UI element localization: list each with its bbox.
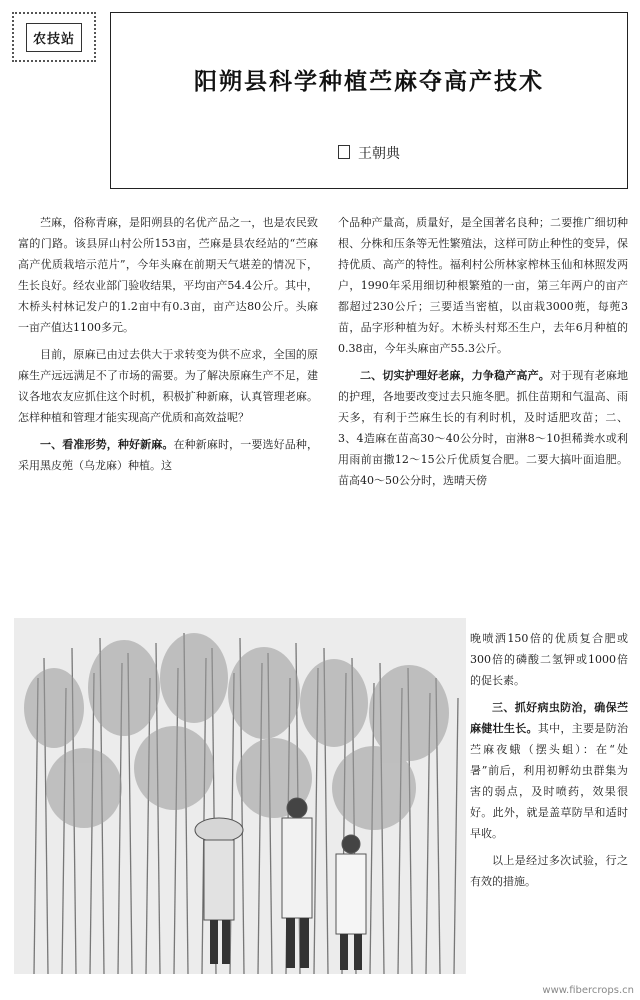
article-title: 阳朔县科学种植苎麻夺高产技术	[194, 68, 544, 95]
paragraph: 苎麻，俗称青麻，是阳朔县的名优产品之一，也是农民致富的门路。该县屏山村公所153亩，苎麻是县农经站的“苎麻高产优质栽培示范片”，今年头麻在前期天气堪差的情况下，生长良好。经农业部门验收结果，平均亩产54.4公斤。其中，木桥头村林记发户的1.2亩中有0.3亩，亩产达80公斤。头麻一亩产值达1100多元。	[18, 216, 318, 334]
section-heading: 三、抓好病虫防治，确保苎麻健壮生长。	[470, 701, 628, 735]
author-box-icon	[338, 145, 350, 159]
section-text: 对于现有老麻地的护理，各地要改变过去只施冬肥。抓住苗期和气温高、雨天多，有利于苎麻生长的有利时机，及时适肥攻苗；二、3、4造麻在苗高30～40公分时，亩淋8～10担稀粪水或利用雨前亩撒12～15公斤优质复合肥。二要大搞叶面追肥。苗高40～50公分时，选晴天傍	[338, 369, 629, 487]
author-line	[111, 143, 627, 163]
section-heading: 一、看准形势，种好新麻。	[40, 438, 174, 451]
section-2	[338, 365, 628, 491]
column-tag-label: 农技站	[26, 23, 82, 52]
paragraph: 目前，原麻已由过去供大于求转变为供不应求，全国的原麻生产远远满足不了市场的需要。为了解决原麻生产不足，建议各地农友应抓住这个时机，积极扩种新麻，认真管理老麻。怎样种植和管理才能实现高产优质和高效益呢？	[18, 348, 318, 424]
right-column-wrapped	[470, 628, 628, 898]
right-column	[338, 212, 628, 497]
section-3	[470, 697, 628, 844]
ramie-field-image	[14, 618, 466, 974]
section-heading: 二、切实护理好老麻，力争稳产高产。	[360, 369, 550, 382]
title-box	[110, 12, 628, 189]
column-tag	[12, 12, 96, 62]
section-text: 其中，主要是防治苎麻夜蛾（摆头蛆）：在“处暑”前后，利用初孵幼虫群集为害的弱点，及时喷药，效果很好。此外，就是盖草防旱和适时早收。	[470, 722, 629, 840]
section-text: 在种新麻时，一要选好品种，采用黑皮蔸（乌龙麻）种植。这	[18, 438, 318, 472]
field-photo	[14, 618, 466, 974]
paragraph: 以上是经过多次试验，行之有效的措施。	[470, 854, 628, 888]
left-column	[18, 212, 318, 482]
paragraph: 个品种产量高，质量好，是全国著名良种；二要推广细切种根、分株和压条等无性繁殖法，这样可防止种性的变异，保持优质、高产的特性。福利村公所林家榨林玉仙和林照发两户，1990年采用细切种根繁殖的一亩，第三年两户的亩产都超过230公斤；三要适当密植，以亩栽3000蔸，每蔸3苗，品字形种植为好。木桥头村郑丕生户，去年6月种植的0.38亩，今年头麻亩产55.3公斤。	[338, 216, 628, 355]
author-name: 王朝典	[358, 146, 400, 162]
paragraph: 晚喷洒150倍的优质复合肥或300倍的磷酸二氢钾或1000倍的促长素。	[470, 632, 628, 687]
section-1	[18, 434, 318, 476]
site-watermark: www.fibercrops.cn	[542, 985, 634, 996]
